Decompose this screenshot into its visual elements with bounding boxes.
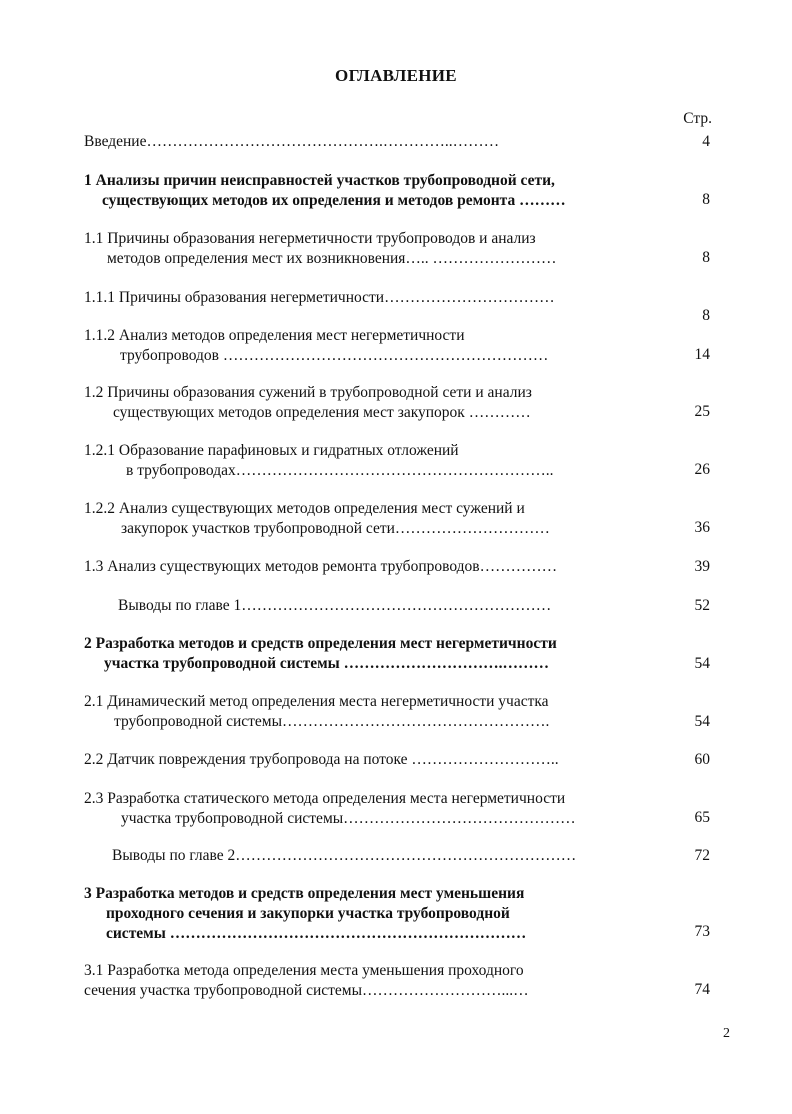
page-column-header: Стр. bbox=[683, 110, 712, 127]
entry-page: 8 bbox=[702, 249, 710, 266]
entry-page: 73 bbox=[694, 923, 710, 940]
entry-line: 2.2 Датчик повреждения трубопровода на потоке ……………………….. bbox=[84, 751, 559, 768]
entry-page: 65 bbox=[694, 809, 710, 826]
entry-line: в трубопроводах…………………………………………………….. bbox=[126, 462, 554, 479]
entry-line: 1.2 Причины образования сужений в трубопроводной сети и анализ bbox=[84, 384, 532, 401]
entry-line: 1.2.1 Образование парафиновых и гидратных отложений bbox=[84, 442, 459, 459]
entry-line: 1.2.2 Анализ существующих методов определения мест сужений и bbox=[84, 500, 525, 517]
entry-line: методов определения мест их возникновения….. …………………… bbox=[107, 250, 557, 267]
entry-page: 39 bbox=[694, 558, 710, 575]
entry-page: 74 bbox=[694, 981, 710, 998]
entry-line: 2 Разработка методов и средств определения мест негерметичности bbox=[84, 635, 557, 652]
entry-page: 54 bbox=[694, 655, 710, 672]
entry-line: Выводы по главе 1…………………………………………………… bbox=[118, 597, 552, 614]
entry-line: 3.1 Разработка метода определения места уменьшения проходного bbox=[84, 962, 524, 979]
entry-line: 1.3 Анализ существующих методов ремонта трубопроводов…………… bbox=[84, 558, 558, 575]
entry-line: 3 Разработка методов и средств определения мест уменьшения bbox=[84, 885, 525, 902]
page-number: 2 bbox=[723, 1026, 730, 1041]
entry-line: существующих методов их определения и методов ремонта ……… bbox=[102, 192, 566, 209]
entry-line: трубопроводной системы……………………………………………. bbox=[114, 713, 550, 730]
entry-line: закупорок участков трубопроводной сети………………………… bbox=[121, 520, 550, 537]
entry-page: 72 bbox=[694, 847, 710, 864]
entry-line: 2.1 Динамический метод определения места негерметичности участка bbox=[84, 693, 549, 710]
entry-page: 54 bbox=[694, 713, 710, 730]
entry-line: 1 Анализы причин неисправностей участков трубопроводной сети, bbox=[84, 172, 555, 189]
entry-page: 8 bbox=[702, 307, 710, 324]
entry-line: 1.1 Причины образования негерметичности трубопроводов и анализ bbox=[84, 230, 536, 247]
entry-line: Введение……………………………………….…………..……… bbox=[84, 133, 500, 150]
entry-line: существующих методов определения мест закупорок ………… bbox=[113, 404, 531, 421]
entry-line: проходного сечения и закупорки участка трубопроводной bbox=[106, 905, 510, 922]
entry-page: 60 bbox=[694, 751, 710, 768]
entry-page: 14 bbox=[694, 346, 710, 363]
entry-page: 52 bbox=[694, 597, 710, 614]
entry-line: системы …………………………………………………………… bbox=[106, 925, 527, 942]
entry-page: 8 bbox=[702, 191, 710, 208]
entry-line: участка трубопроводной системы ………………………….……… bbox=[104, 655, 550, 672]
entry-line: сечения участка трубопроводной системы………………………...… bbox=[84, 982, 529, 999]
entry-page: 25 bbox=[694, 403, 710, 420]
entry-page: 26 bbox=[694, 461, 710, 478]
entry-line: 1.1.1 Причины образования негерметичности…………………………… bbox=[84, 289, 555, 306]
entry-line: участка трубопроводной системы……………………………………… bbox=[121, 810, 576, 827]
entry-line: Выводы по главе 2………………………………………………………… bbox=[112, 847, 577, 864]
entry-page: 36 bbox=[694, 519, 710, 536]
entry-line: 1.1.2 Анализ методов определения мест негерметичности bbox=[84, 327, 465, 344]
entry-page: 4 bbox=[702, 133, 710, 150]
entry-line: 2.3 Разработка статического метода определения места негерметичности bbox=[84, 790, 566, 807]
toc-title: ОГЛАВЛЕНИЕ bbox=[335, 66, 457, 85]
entry-line: трубопроводов ……………………………………………………… bbox=[120, 347, 549, 364]
